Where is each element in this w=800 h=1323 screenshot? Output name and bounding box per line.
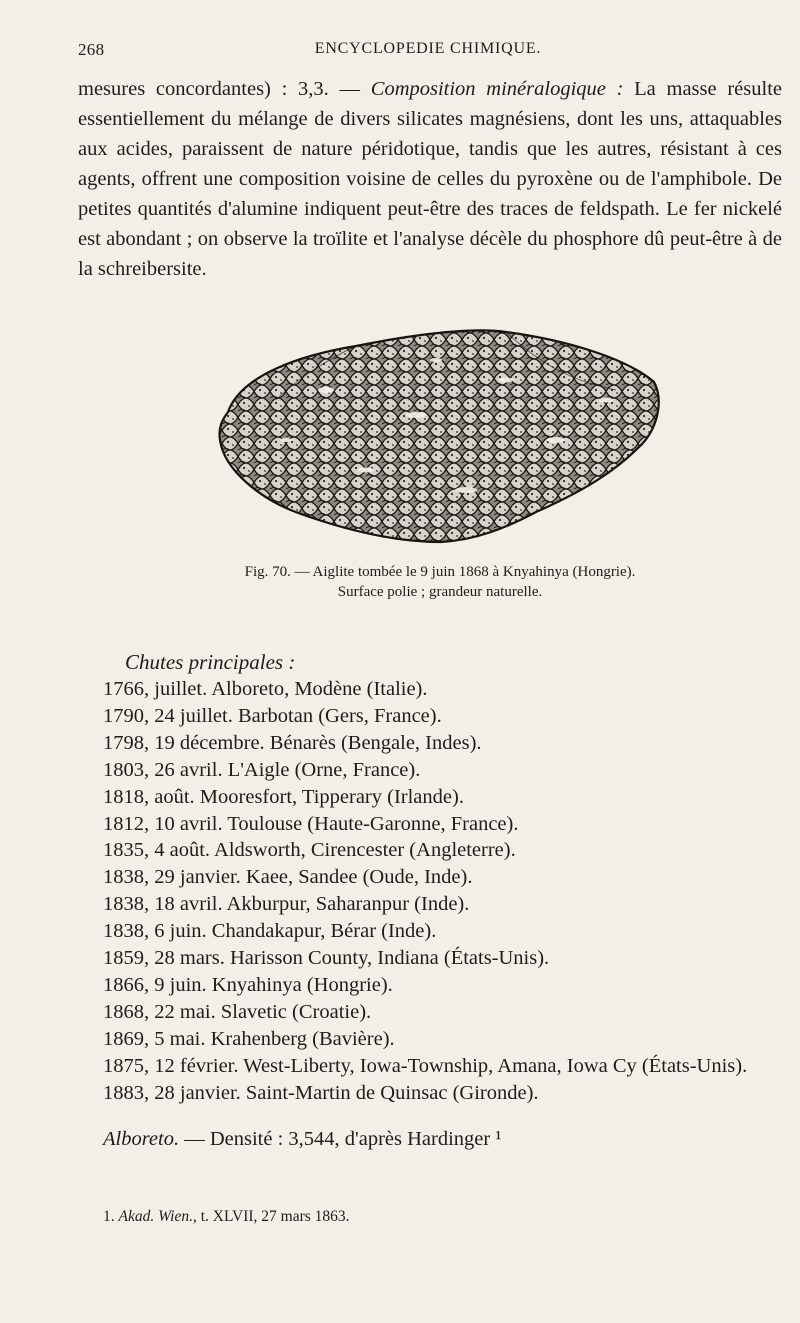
fall-item: 1766, juillet. Alboreto, Modène (Italie). <box>103 678 428 700</box>
fall-item: 1868, 22 mai. Slavetic (Croatie). <box>103 1000 372 1023</box>
alboreto-text: — Densité : 3,544, d'après Hardinger ¹ <box>179 1128 502 1150</box>
intro-text-start: mesures concordantes) : 3,3. — <box>78 78 371 100</box>
footnote-journal: Akad. Wien. <box>118 1208 193 1225</box>
figure-caption <box>100 562 780 602</box>
alboreto-name: Alboreto. <box>103 1128 180 1150</box>
fall-item: 1866, 9 juin. Knyahinya (Hongrie). <box>103 973 393 996</box>
fall-item: 1838, 18 avril. Akburpur, Saharanpur (Inde). <box>103 893 470 916</box>
fall-item: 1818, août. Mooresfort, Tipperary (Irlande). <box>103 785 464 808</box>
fall-item: 1859, 28 mars. Harisson County, Indiana (États-Unis). <box>103 947 550 970</box>
footnote-number: 1. <box>103 1208 119 1225</box>
fall-item: 1869, 5 mai. Krahenberg (Bavière). <box>103 1027 395 1050</box>
alboreto-density <box>103 1128 502 1151</box>
fall-item: 1798, 19 décembre. Bénarès (Bengale, Indes). <box>103 731 482 754</box>
page-header <box>78 40 778 68</box>
footnote-rest: , t. XLVII, 27 mars 1863. <box>192 1208 350 1225</box>
fall-item: 1883, 28 janvier. Saint-Martin de Quinsac (Gironde). <box>103 1081 539 1104</box>
running-title: ENCYCLOPEDIE CHIMIQUE. <box>314 40 542 57</box>
fall-item: 1803, 26 avril. L'Aigle (Orne, France). <box>103 758 421 781</box>
intro-paragraph <box>78 74 782 284</box>
meteorite-engraving-icon <box>206 320 666 552</box>
falls-list <box>103 676 793 1107</box>
fall-item: 1812, 10 avril. Toulouse (Haute-Garonne, France). <box>103 812 519 835</box>
fall-item: 1875, 12 février. West-Liberty, Iowa-Township, Amana, Iowa Cy (États-Unis). <box>103 1054 748 1077</box>
intro-heading-italic: Composition minéralogique : <box>370 78 624 100</box>
fall-item: 1838, 6 juin. Chandakapur, Bérar (Inde). <box>103 920 437 943</box>
fall-item: 1835, 4 août. Aldsworth, Cirencester (Angleterre). <box>103 839 516 862</box>
caption-line-2: Surface polie ; grandeur naturelle. <box>337 584 543 600</box>
section-title: Chutes principales : <box>125 650 296 674</box>
page-number: 268 <box>78 40 105 59</box>
intro-text-body: La masse résulte essentiellement du mélange de divers silicates magnésiens, dont les uns, attaquables aux acides, paraissent de nature péridotique, tandis que les autres, résistant à ces agents, offrent une composition voisine de celles du pyroxène ou de l'amphibole. De petites quantités d'alumine indiquent peut-être des traces de feldspath. Le fer nickelé est abondant ; on observe la troïlite et l'analyse décèle du phosphore dû peut-être à de la schreibersite. <box>78 78 782 280</box>
footnote <box>103 1208 350 1226</box>
fall-item: 1838, 29 janvier. Kaee, Sandee (Oude, Inde). <box>103 866 473 889</box>
caption-line-1: Fig. 70. — Aiglite tombée le 9 juin 1868 à Knyahinya (Hongrie). <box>244 564 636 580</box>
fall-item: 1790, 24 juillet. Barbotan (Gers, France). <box>103 704 442 727</box>
